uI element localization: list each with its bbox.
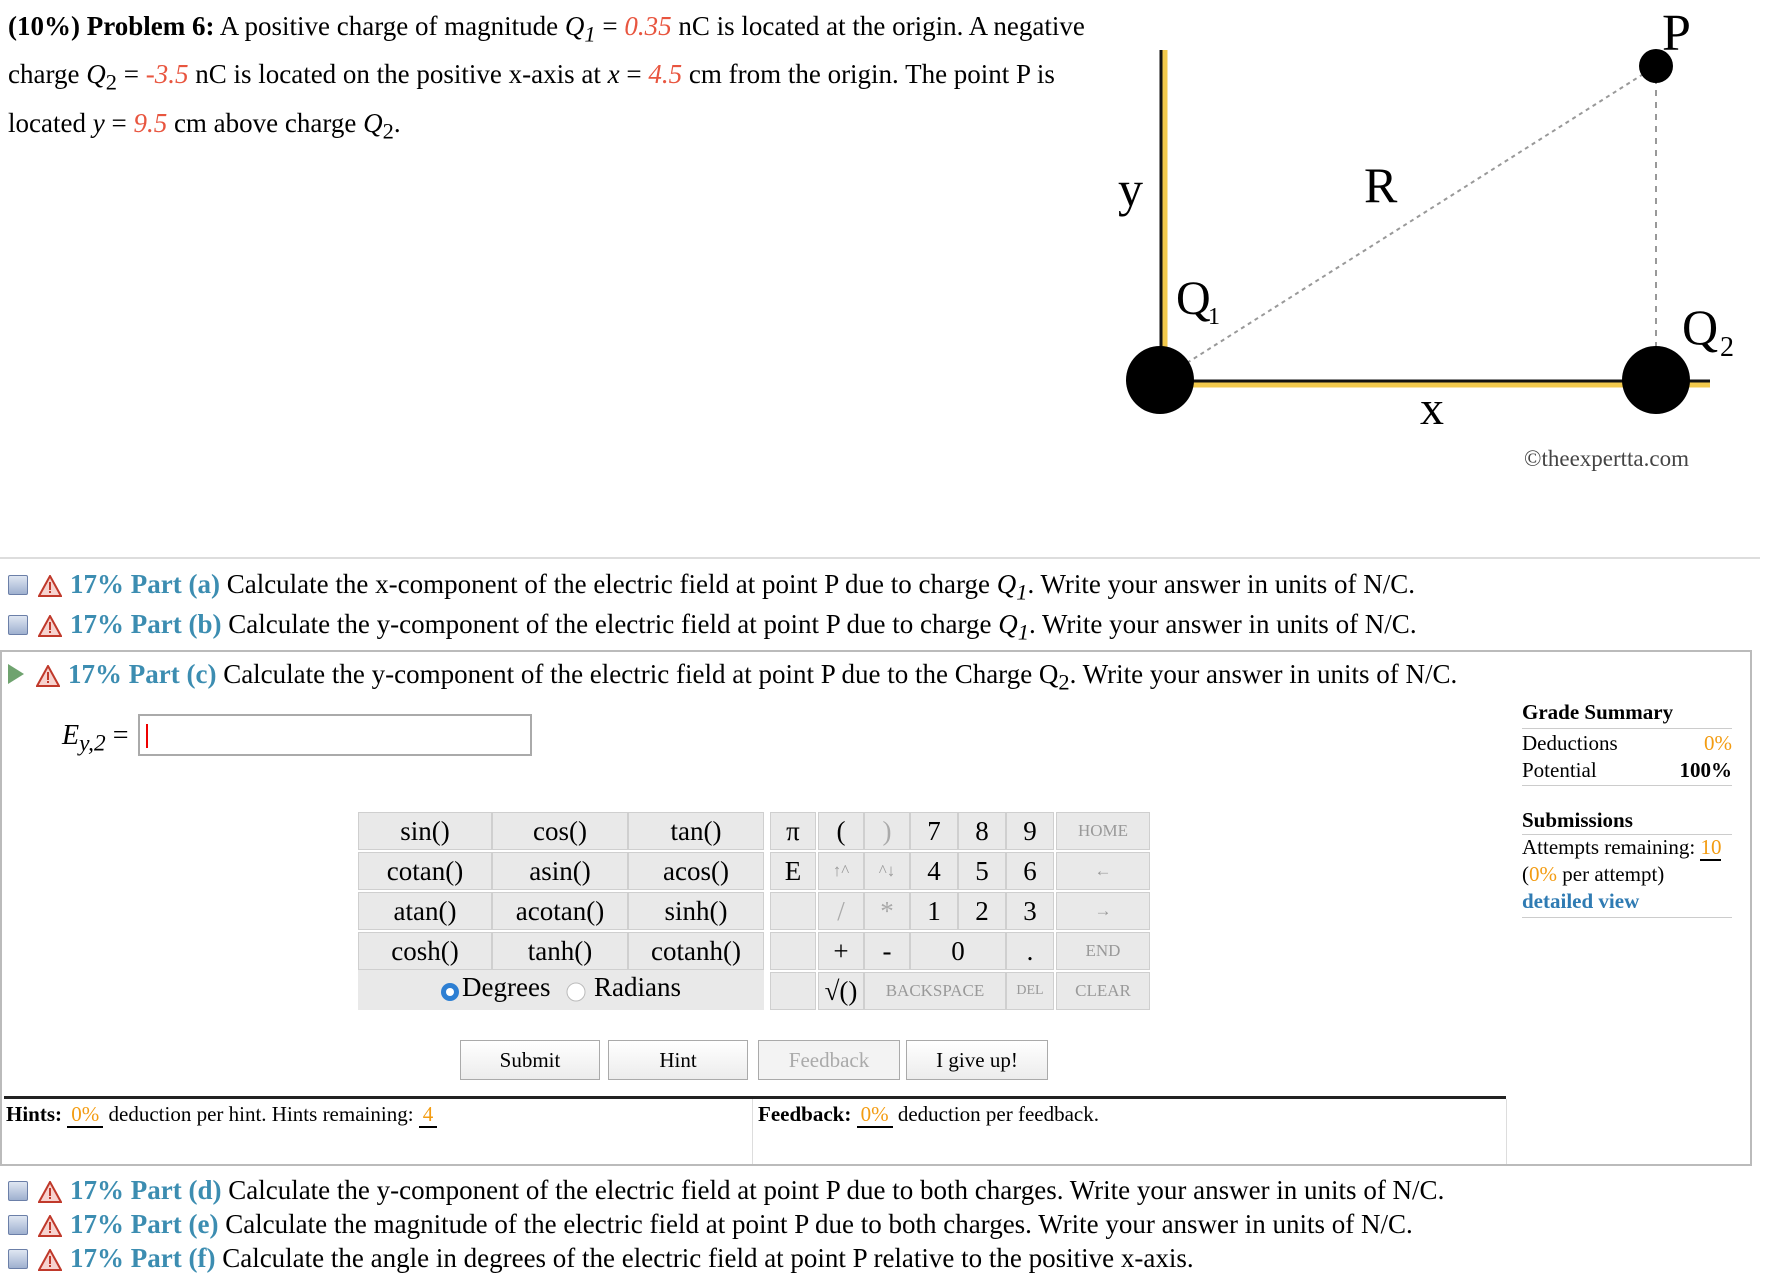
key-multiply[interactable]: * xyxy=(864,892,910,930)
expand-icon[interactable] xyxy=(8,1249,28,1269)
key-decimal[interactable]: . xyxy=(1006,932,1054,970)
label-q2: Q xyxy=(1682,299,1719,355)
charge-diagram xyxy=(1100,0,1772,500)
part-e-row[interactable] xyxy=(8,1206,1413,1242)
key-home[interactable]: HOME xyxy=(1056,812,1150,850)
key-2[interactable]: 2 xyxy=(958,892,1006,930)
key-lparen[interactable]: ( xyxy=(818,812,864,850)
key-1[interactable]: 1 xyxy=(910,892,958,930)
key-tanh[interactable]: tanh() xyxy=(492,932,628,970)
r-line xyxy=(1160,66,1656,380)
feedback-button[interactable]: Feedback xyxy=(758,1040,900,1080)
part-percent: 17% xyxy=(68,659,122,689)
q1-symbol: Q xyxy=(564,11,585,41)
part-percent: 17% xyxy=(70,1243,124,1273)
answer-input[interactable] xyxy=(138,714,532,756)
key-minus[interactable]: - xyxy=(864,932,910,970)
problem-statement xyxy=(8,6,1098,151)
separator xyxy=(0,557,1760,559)
statement-text: nC is located on the positive x-axis at xyxy=(188,59,608,90)
key-e[interactable]: E xyxy=(770,852,816,890)
open-paren: ( xyxy=(1522,862,1529,886)
key-tan[interactable]: tan() xyxy=(628,812,764,850)
statement-text: cm from the origin. The point P is located xyxy=(8,59,1055,138)
period: . xyxy=(393,107,401,138)
problem-weight: (10%) xyxy=(8,11,80,41)
potential-row xyxy=(1522,758,1732,786)
key-clear[interactable]: CLEAR xyxy=(1056,972,1150,1010)
hints-label: Hints: xyxy=(6,1102,63,1126)
q1-value: 0.35 xyxy=(624,11,672,41)
play-icon xyxy=(8,664,24,684)
part-symbol: Q xyxy=(996,569,1017,599)
key-sinh[interactable]: sinh() xyxy=(628,892,764,930)
hints-info xyxy=(6,1102,437,1127)
y-symbol: y xyxy=(92,107,105,138)
problem-label: Problem 6: xyxy=(86,11,215,41)
y-value: 9.5 xyxy=(133,107,168,138)
key-right-arrow[interactable]: → xyxy=(1056,892,1150,930)
key-plus[interactable]: + xyxy=(818,932,864,970)
warning-icon xyxy=(36,665,60,687)
feedback-text: deduction per feedback. xyxy=(897,1102,1099,1126)
q1-charge xyxy=(1126,346,1194,414)
part-f-row[interactable] xyxy=(8,1240,1194,1276)
column-divider xyxy=(1506,1099,1507,1164)
grade-title: Grade Summary xyxy=(1522,700,1732,729)
part-text: Calculate the angle in degrees of the electric field at point P relative to the positive x-axis. xyxy=(222,1243,1194,1273)
grade-summary xyxy=(1522,700,1732,918)
attempts-label: Attempts remaining: xyxy=(1522,835,1696,859)
key-cotanh[interactable]: cotanh() xyxy=(628,932,764,970)
part-tail: . Write your answer in units of N/C. xyxy=(1027,569,1416,599)
deductions-label: Deductions xyxy=(1522,731,1618,755)
equals: = xyxy=(104,107,134,138)
detailed-view-link[interactable]: detailed view xyxy=(1522,889,1640,913)
copyright: ©theexpertta.com xyxy=(1524,446,1689,471)
key-cos[interactable]: cos() xyxy=(492,812,628,850)
statement-text: cm above charge xyxy=(167,107,364,138)
warning-icon xyxy=(38,1215,62,1237)
detail-row xyxy=(1522,889,1732,918)
key-9[interactable]: 9 xyxy=(1006,812,1054,850)
label-y: y xyxy=(1118,161,1143,217)
warning-icon xyxy=(38,575,62,597)
answer-symbol: E xyxy=(62,720,80,751)
part-tail: . Write your answer in units of N/C. xyxy=(1028,609,1417,639)
q2-value: -3.5 xyxy=(145,59,189,90)
give-up-button[interactable]: I give up! xyxy=(906,1040,1048,1080)
part-name: Part (f) xyxy=(130,1243,216,1273)
degrees-radio[interactable] xyxy=(440,978,460,998)
label-q2-sub: 2 xyxy=(1720,332,1734,363)
q2-symbol: Q xyxy=(363,107,383,138)
per-attempt-value: 0% xyxy=(1529,862,1557,886)
part-subscript: 1 xyxy=(1017,619,1029,645)
feedback-info xyxy=(758,1102,1099,1127)
key-asin[interactable]: asin() xyxy=(492,852,628,890)
part-subscript: 1 xyxy=(1016,579,1028,605)
expand-icon[interactable] xyxy=(8,615,28,635)
attempts-row xyxy=(1522,835,1732,862)
key-sin[interactable]: sin() xyxy=(358,812,492,850)
part-percent: 17% xyxy=(70,1209,124,1239)
q2-charge xyxy=(1622,346,1690,414)
key-blank xyxy=(770,972,816,1010)
part-text: Calculate the y-component of the electric field at point P due to both charges. Write your answer in units of N/C. xyxy=(228,1175,1445,1205)
part-name: Part (b) xyxy=(130,609,222,639)
feedback-label: Feedback: xyxy=(758,1102,852,1126)
per-attempt-row xyxy=(1522,862,1732,889)
key-7[interactable]: 7 xyxy=(910,812,958,850)
hints-text: deduction per hint. Hints remaining: xyxy=(108,1102,414,1126)
key-blank xyxy=(770,932,816,970)
potential-label: Potential xyxy=(1522,758,1597,782)
key-sqrt[interactable]: √() xyxy=(818,972,864,1010)
key-backspace[interactable]: BACKSPACE xyxy=(864,972,1006,1010)
key-4[interactable]: 4 xyxy=(910,852,958,890)
label-p: P xyxy=(1662,5,1691,62)
label-q1: Q xyxy=(1176,272,1211,325)
submissions-title: Submissions xyxy=(1522,808,1732,835)
attempts-value: 10 xyxy=(1700,835,1722,859)
hint-button[interactable]: Hint xyxy=(608,1040,748,1080)
key-end[interactable]: END xyxy=(1056,932,1150,970)
part-text: Calculate the x-component of the electric field at point P due to charge xyxy=(226,569,997,599)
part-c-row[interactable] xyxy=(8,656,1458,695)
key-blank xyxy=(770,892,816,930)
deductions-value: 0% xyxy=(1704,731,1732,755)
equals: = xyxy=(619,59,649,90)
key-8[interactable]: 8 xyxy=(958,812,1006,850)
part-text: Calculate the y-component of the electric field at point P due to charge xyxy=(228,609,999,639)
part-percent: 17% xyxy=(70,569,124,599)
answer-subscript: y,2 xyxy=(79,730,106,757)
statement-text: nC is located at the origin. A negative charge xyxy=(8,11,1085,90)
key-5[interactable]: 5 xyxy=(958,852,1006,890)
key-3[interactable]: 3 xyxy=(1006,892,1054,930)
x-value: 4.5 xyxy=(648,59,683,90)
part-b-row[interactable] xyxy=(8,606,1417,645)
part-percent: 17% xyxy=(70,609,124,639)
part-name: Part (d) xyxy=(130,1175,222,1205)
deductions-row xyxy=(1522,731,1732,758)
key-left-arrow[interactable]: ← xyxy=(1056,852,1150,890)
key-down[interactable]: ^↓ xyxy=(864,852,910,890)
part-name: Part (a) xyxy=(130,569,220,599)
key-del[interactable]: DEL xyxy=(1006,972,1054,1010)
expand-icon[interactable] xyxy=(8,1215,28,1235)
equals: = xyxy=(595,11,625,41)
angle-mode xyxy=(358,970,764,1010)
part-text: Calculate the magnitude of the electric field at point P due to both charges. Write your answer in units of N/C. xyxy=(225,1209,1413,1239)
key-divide[interactable]: / xyxy=(818,892,864,930)
submit-button[interactable]: Submit xyxy=(460,1040,600,1080)
part-tail: . Write your answer in units of N/C. xyxy=(1069,659,1458,689)
key-cotan[interactable]: cotan() xyxy=(358,852,492,890)
q2-subscript: 2 xyxy=(382,118,394,144)
radians-label: Radians xyxy=(594,972,681,1002)
x-symbol: x xyxy=(607,59,620,90)
part-a-row[interactable] xyxy=(8,566,1416,605)
key-0[interactable]: 0 xyxy=(910,932,1006,970)
key-acotan[interactable]: acotan() xyxy=(492,892,628,930)
part-subscript: 2 xyxy=(1058,669,1070,695)
answer-label xyxy=(62,720,128,758)
key-pi[interactable]: π xyxy=(770,812,816,850)
statement-text: A positive charge of magnitude xyxy=(219,11,565,41)
key-atan[interactable]: atan() xyxy=(358,892,492,930)
expand-icon[interactable] xyxy=(8,575,28,595)
warning-icon xyxy=(38,1181,62,1203)
hints-feedback-divider xyxy=(4,1096,1506,1099)
hints-remaining: 4 xyxy=(419,1102,438,1128)
key-6[interactable]: 6 xyxy=(1006,852,1054,890)
equals: = xyxy=(116,59,146,90)
hint-deduction: 0% xyxy=(67,1102,103,1128)
part-text: Calculate the y-component of the electric field at point P due to the Charge Q xyxy=(223,659,1059,689)
warning-icon xyxy=(38,1249,62,1271)
key-acos[interactable]: acos() xyxy=(628,852,764,890)
label-q1-sub: 1 xyxy=(1208,304,1220,330)
text-caret xyxy=(146,724,148,748)
feedback-deduction: 0% xyxy=(857,1102,893,1128)
key-up[interactable]: ↑^ xyxy=(818,852,864,890)
q1-subscript: 1 xyxy=(584,21,596,47)
q2-symbol: Q xyxy=(86,59,106,90)
part-name: Part (e) xyxy=(130,1209,219,1239)
degrees-label: Degrees xyxy=(462,972,551,1002)
equals: = xyxy=(105,720,129,751)
part-name: Part (c) xyxy=(128,659,217,689)
part-symbol: Q xyxy=(998,609,1018,639)
potential-value: 100% xyxy=(1679,758,1732,782)
q2-subscript: 2 xyxy=(105,69,117,95)
key-rparen[interactable]: ) xyxy=(864,812,910,850)
label-r: R xyxy=(1364,157,1398,213)
warning-icon xyxy=(38,615,62,637)
part-percent: 17% xyxy=(70,1175,124,1205)
column-divider xyxy=(752,1099,753,1164)
key-cosh[interactable]: cosh() xyxy=(358,932,492,970)
part-d-row[interactable] xyxy=(8,1172,1444,1208)
label-x: x xyxy=(1420,382,1444,435)
per-attempt-text: per attempt) xyxy=(1562,862,1665,886)
expand-icon[interactable] xyxy=(8,1181,28,1201)
radians-radio[interactable] xyxy=(566,978,586,998)
